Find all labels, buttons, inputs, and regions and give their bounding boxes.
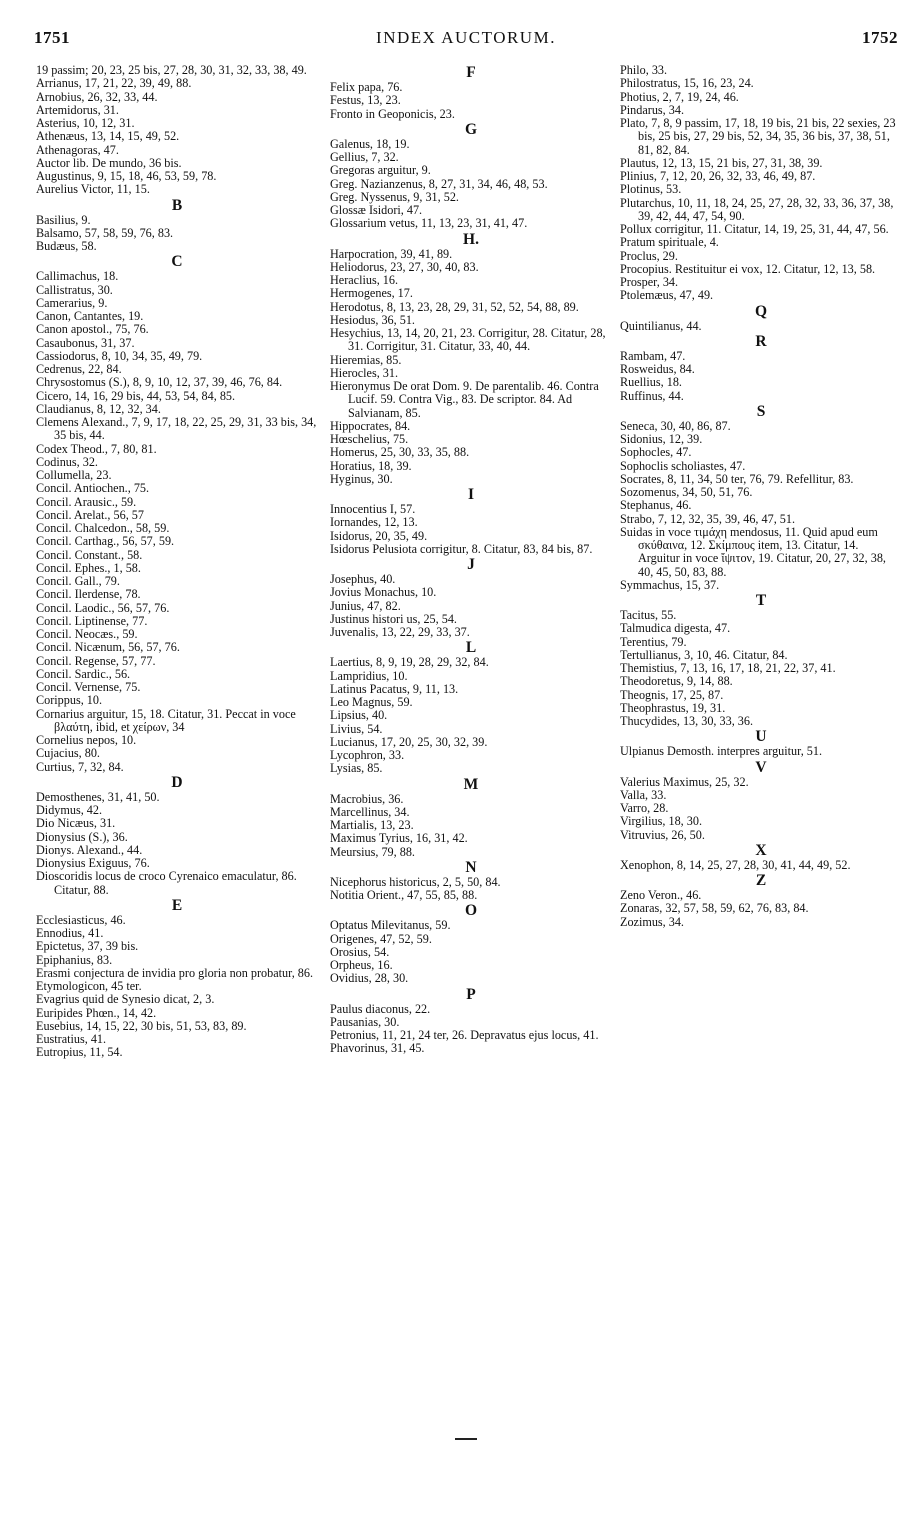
index-entry: Cassiodorus, 8, 10, 34, 35, 49, 79. <box>36 348 203 363</box>
index-column-2 <box>330 64 612 1056</box>
index-entry: Rambam, 47. <box>620 348 686 363</box>
index-entry: Sozomenus, 34, 50, 51, 76. <box>620 485 753 499</box>
index-entry: Ovidius, 28, 30. <box>330 971 409 986</box>
letter-heading: S <box>756 402 766 420</box>
index-entry: Horatius, 18, 39. <box>330 458 412 473</box>
index-entry: Socrates, 8, 11, 34, 50 ter, 76, 79. Refellitur, 83. <box>620 471 854 486</box>
index-column-3 <box>620 64 902 929</box>
index-entry: Phavorinus, 31, 45. <box>330 1041 425 1056</box>
letter-heading: M <box>463 775 479 793</box>
index-entry: Macrobius, 36. <box>330 791 404 806</box>
index-entry: Greg. Nyssenus, 9, 31, 52. <box>330 189 459 204</box>
index-entry: Rosweidus, 84. <box>620 362 695 376</box>
index-entry: Epiphanius, 83. <box>36 952 113 967</box>
index-entry: Themistius, 7, 13, 16, 17, 18, 21, 22, 37, 41. <box>620 661 836 675</box>
index-entry: Martialis, 13, 23. <box>330 818 414 832</box>
index-entry: Dionysius (S.), 36. <box>36 829 128 844</box>
index-entry: Concil. Antiochen., 75. <box>36 481 150 496</box>
index-entry: Camerarius, 9. <box>36 295 108 310</box>
index-entry: Theophrastus, 19, 31. <box>620 700 726 715</box>
index-entry: Quintilianus, 44. <box>620 318 702 333</box>
index-entry: Concil. Laodic., 56, 57, 76. <box>36 600 170 615</box>
index-column-1 <box>36 64 318 1060</box>
letter-heading: G <box>464 120 478 138</box>
index-entry: Notitia Orient., 47, 55, 85, 88. <box>330 888 478 902</box>
index-entry: Proclus, 29. <box>620 248 678 263</box>
index-entry: Thucydides, 13, 30, 33, 36. <box>620 714 754 728</box>
index-entry: Concil. Gall., 79. <box>36 574 120 588</box>
index-entry: Clemens Alexand., 7, 9, 17, 18, 22, 25, 29, 31, 33 bis, 34, 35 bis, 44. <box>36 415 317 443</box>
index-entry: Artemidorus, 31. <box>36 102 119 117</box>
index-entry: Corippus, 10. <box>36 693 103 708</box>
index-entry: Concil. Ilerdense, 78. <box>36 587 141 602</box>
index-entry: Dioscoridis locus de croco Cyrenaico emaculatur, 86. Citatur, 88. <box>36 869 297 897</box>
page-header <box>34 28 898 50</box>
index-entry: Auctor lib. De mundo, 36 bis. <box>36 155 182 170</box>
index-entry: Ulpianus Demosth. interpres arguitur, 51. <box>620 744 823 759</box>
index-entry: Greg. Nazianzenus, 8, 27, 31, 34, 46, 48, 53. <box>330 176 548 191</box>
index-entry: Didymus, 42. <box>36 803 103 817</box>
index-entry: Jovius Monachus, 10. <box>330 585 437 600</box>
index-entry: Concil. Vernense, 75. <box>36 680 141 694</box>
index-entry: Gellius, 7, 32. <box>330 150 399 164</box>
index-entry: Demosthenes, 31, 41, 50. <box>36 789 160 804</box>
index-entry: Cedrenus, 22, 84. <box>36 362 122 376</box>
index-entry: Terentius, 79. <box>620 634 687 649</box>
index-entry: Zeno Veron., 46. <box>620 888 702 902</box>
index-entry: Concil. Liptinense, 77. <box>36 613 148 628</box>
index-entry: Josephus, 40. <box>330 572 396 586</box>
letter-heading: L <box>465 639 477 657</box>
index-entry: Chrysostomus (S.), 8, 9, 10, 12, 37, 39, 46, 76, 84. <box>36 375 283 390</box>
index-entry: Concil. Arelat., 56, 57 <box>36 507 144 522</box>
index-entry: Photius, 2, 7, 19, 24, 46. <box>620 89 739 104</box>
index-entry: Herodotus, 8, 13, 23, 28, 29, 31, 52, 52, 54, 88, 89. <box>330 299 579 314</box>
index-entry: Eutropius, 11, 54. <box>36 1045 123 1060</box>
letter-heading: X <box>755 841 767 859</box>
index-entry: Junius, 47, 82. <box>330 598 401 613</box>
index-entry: Ecclesiasticus, 46. <box>36 912 126 927</box>
index-entry: Ennodius, 41. <box>36 926 104 940</box>
index-entry: Varro, 28. <box>620 801 669 815</box>
index-entry: Isidorus Pelusiota corrigitur, 8. Citatur, 83, 84 bis, 87. <box>330 541 593 556</box>
index-entry: Pollux corrigitur, 11. Citatur, 14, 19, 25, 31, 44, 47, 56. <box>620 222 889 236</box>
index-entry: Orosius, 54. <box>330 944 390 959</box>
letter-heading: H. <box>463 230 479 248</box>
index-entry: Tertullianus, 3, 10, 46. Citatur, 84. <box>620 647 788 662</box>
index-entry: Suidas in voce τιμάχη mendosus, 11. Quid apud eum σκύθαινα, 12. Σκίμπους item, 13. Citatur, 14. Arguitur in voce ἴψιτον, 19. Citatur, 20, 27, 32, 38, 40, 45, 50, 83, 88. <box>620 524 886 579</box>
index-entry: Plotinus, 53. <box>620 182 682 197</box>
index-entry: Concil. Carthag., 56, 57, 59. <box>36 534 175 549</box>
index-entry: Fronto in Geoponicis, 23. <box>330 106 455 121</box>
index-entry: Budæus, 58. <box>36 239 97 253</box>
index-entry: Codinus, 32. <box>36 454 98 469</box>
index-entry: Concil. Neocæs., 59. <box>36 627 138 641</box>
index-entry: Lysias, 85. <box>330 761 383 776</box>
letter-heading: P <box>466 985 476 1003</box>
index-entry: Cujacius, 80. <box>36 746 100 761</box>
letter-heading: E <box>171 896 183 914</box>
index-entry: Lucianus, 17, 20, 25, 30, 32, 39. <box>330 734 488 749</box>
index-entry: Theodoretus, 9, 14, 88. <box>620 674 733 689</box>
index-entry: Heliodorus, 23, 27, 30, 40, 83. <box>330 259 479 274</box>
index-entry: Epictetus, 37, 39 bis. <box>36 939 139 954</box>
index-entry: Plato, 7, 8, 9 passim, 17, 18, 19 bis, 21 bis, 22 sexies, 23 bis, 25 bis, 27, 29 bis, 52, 34, 35, 36 bis, 37, 38, 51, 81, 82, 84. <box>620 116 896 157</box>
index-entry: Marcellinus, 34. <box>330 804 410 819</box>
letter-heading: V <box>755 758 767 776</box>
index-entry: Asterius, 10, 12, 31. <box>36 116 135 130</box>
index-entry: Pausanias, 30. <box>330 1014 400 1029</box>
index-entry: Ruffinus, 44. <box>620 388 684 403</box>
running-title: INDEX AUCTORUM. <box>376 28 556 47</box>
index-entry: Innocentius I, 57. <box>330 502 416 516</box>
index-entry: Cicero, 14, 16, 29 bis, 44, 53, 54, 84, 85. <box>36 388 236 403</box>
index-entry: Sophocles, 47. <box>620 445 692 460</box>
index-entry: Xenophon, 8, 14, 25, 27, 28, 30, 41, 44, 49, 52. <box>620 857 851 872</box>
index-entry: Basilius, 9. <box>36 212 91 227</box>
letter-heading: C <box>171 253 183 271</box>
letter-heading: U <box>755 728 767 746</box>
index-entry: Hesiodus, 36, 51. <box>330 312 415 327</box>
index-entry: Valla, 33. <box>620 787 667 802</box>
letter-heading: D <box>171 773 183 791</box>
index-entry: Augustinus, 9, 15, 18, 46, 53, 59, 78. <box>36 169 217 183</box>
index-entry: Laertius, 8, 9, 19, 28, 29, 32, 84. <box>330 655 489 670</box>
index-entry: Hippocrates, 84. <box>330 418 411 433</box>
index-entry: Erasmi conjectura de invidia pro gloria non probatur, 86. <box>36 965 314 980</box>
index-entry: Petronius, 11, 21, 24 ter, 26. Depravatus ejus locus, 41. <box>330 1028 599 1042</box>
index-entry: Casaubonus, 31, 37. <box>36 335 135 350</box>
index-entry: Heraclius, 16. <box>330 273 399 287</box>
index-entry: Zonaras, 32, 57, 58, 59, 62, 76, 83, 84. <box>620 901 809 916</box>
index-entry: Felix papa, 76. <box>330 80 403 94</box>
index-entry: Canon, Cantantes, 19. <box>36 309 144 323</box>
index-entry: Concil. Constant., 58. <box>36 547 143 562</box>
index-entry: Philo, 33. <box>620 63 668 77</box>
index-entry: Livius, 54. <box>330 721 383 736</box>
index-entry: Philostratus, 15, 16, 23, 24. <box>620 76 754 91</box>
index-entry: Gregoras arguitur, 9. <box>330 163 431 178</box>
index-entry: Meursius, 79, 88. <box>330 844 415 859</box>
letter-heading: B <box>171 196 183 214</box>
index-entry: Callistratus, 30. <box>36 282 113 297</box>
index-entry: Hyginus, 30. <box>330 471 393 486</box>
index-entry: Dio Nicæus, 31. <box>36 816 116 831</box>
letter-heading: J <box>467 556 475 573</box>
index-entry: Iornandes, 12, 13. <box>330 515 418 530</box>
index-entry: Strabo, 7, 12, 32, 35, 39, 46, 47, 51. <box>620 511 796 526</box>
index-entry: Arnobius, 26, 32, 33, 44. <box>36 89 158 104</box>
index-entry: Hieronymus De orat Dom. 9. De parentalib. 46. Contra Lucif. 59. Contra Vig., 83. De scriptor. 84. Ad Salvianam, 85. <box>330 379 599 420</box>
index-entry: Canon apostol., 75, 76. <box>36 322 149 337</box>
index-entry: Lycophron, 33. <box>330 748 405 762</box>
index-entry: Plautus, 12, 13, 15, 21 bis, 27, 31, 38, 39. <box>620 155 823 170</box>
index-entry: Arrianus, 17, 21, 22, 39, 49, 88. <box>36 76 192 91</box>
index-entry: 19 passim; 20, 23, 25 bis, 27, 28, 30, 31, 32, 33, 38, 49. <box>36 63 307 77</box>
index-entry: Plutarchus, 10, 11, 18, 24, 25, 27, 28, 32, 33, 36, 37, 38, 39, 42, 44, 47, 54, 90. <box>620 195 894 223</box>
index-entry: Concil. Arausic., 59. <box>36 494 137 509</box>
index-entry: Hierocles, 31. <box>330 365 399 380</box>
letter-heading: O <box>464 902 478 920</box>
index-entry: Concil. Regense, 57, 77. <box>36 653 156 668</box>
index-entry: Galenus, 18, 19. <box>330 136 410 151</box>
index-entry: Callimachus, 18. <box>36 269 119 284</box>
index-entry: Juvenalis, 13, 22, 29, 33, 37. <box>330 625 470 639</box>
letter-heading: F <box>466 64 476 81</box>
index-entry: Pratum spirituale, 4. <box>620 235 719 250</box>
index-entry: Stephanus, 46. <box>620 498 692 513</box>
index-entry: Valerius Maximus, 25, 32. <box>620 774 749 789</box>
index-entry: Procopius. Restituitur ei vox, 12. Citatur, 12, 13, 58. <box>620 261 876 276</box>
index-entry: Hœschelius, 75. <box>330 432 409 446</box>
footer-rule <box>455 1438 477 1440</box>
index-entry: Cornelius nepos, 10. <box>36 733 137 747</box>
index-entry: Codex Theod., 7, 80, 81. <box>36 441 157 456</box>
letter-heading: R <box>755 332 767 350</box>
index-entry: Concil. Ephes., 1, 58. <box>36 560 141 575</box>
index-entry: Concil. Chalcedon., 58, 59. <box>36 521 170 535</box>
index-entry: Justinus histori us, 25, 54. <box>330 611 457 626</box>
index-entry: Homerus, 25, 30, 33, 35, 88. <box>330 445 470 460</box>
index-entry: Symmachus, 15, 37. <box>620 577 720 592</box>
index-entry: Harpocration, 39, 41, 89. <box>330 246 453 261</box>
index-entry: Claudianus, 8, 12, 32, 34. <box>36 401 161 416</box>
index-entry: Theognis, 17, 25, 87. <box>620 687 724 702</box>
index-entry: Collumella, 23. <box>36 468 112 482</box>
index-entry: Eusebius, 14, 15, 22, 30 bis, 51, 53, 83, 89. <box>36 1018 247 1033</box>
index-entry: Origenes, 47, 52, 59. <box>330 931 432 946</box>
index-entry: Ptolemæus, 47, 49. <box>620 288 714 303</box>
index-entry: Hermogenes, 17. <box>330 286 413 301</box>
index-entry: Latinus Pacatus, 9, 11, 13. <box>330 681 459 696</box>
index-entry: Optatus Milevitanus, 59. <box>330 918 451 933</box>
index-entry: Euripides Phœn., 14, 42. <box>36 1005 157 1020</box>
index-entry: Lipsius, 40. <box>330 708 388 723</box>
index-entry: Glossarium vetus, 11, 13, 23, 31, 41, 47. <box>330 216 528 231</box>
index-entry: Hieremias, 85. <box>330 352 402 367</box>
index-entry: Dionysius Exiguus, 76. <box>36 856 150 870</box>
index-entry: Sidonius, 12, 39. <box>620 432 703 446</box>
index-entry: Glossæ Isidori, 47. <box>330 203 423 217</box>
letter-heading: Z <box>755 872 767 889</box>
index-entry: Athenæus, 13, 14, 15, 49, 52. <box>36 129 180 144</box>
index-entry: Curtius, 7, 32, 84. <box>36 759 124 774</box>
index-entry: Virgilius, 18, 30. <box>620 814 702 829</box>
index-entry: Hesychius, 13, 14, 20, 21, 23. Corrigitur, 28. Citatur, 28, 31. Corrigitur, 31. Citatur, 33, 40, 44. <box>330 326 606 354</box>
index-entry: Leo Magnus, 59. <box>330 695 413 709</box>
index-entry: Concil. Sardic., 56. <box>36 666 131 681</box>
index-entry: Evagrius quid de Synesio dicat, 2, 3. <box>36 992 215 1007</box>
index-entry: Athenagoras, 47. <box>36 142 119 157</box>
index-entry: Festus, 13, 23. <box>330 93 401 108</box>
index-entry: Concil. Nicænum, 56, 57, 76. <box>36 640 180 655</box>
index-entry: Dionys. Alexand., 44. <box>36 842 143 857</box>
index-entry: Aurelius Victor, 11, 15. <box>36 182 150 197</box>
index-entry: Tacitus, 55. <box>620 608 677 622</box>
index-entry: Paulus diaconus, 22. <box>330 1001 431 1016</box>
index-entry: Sophoclis scholiastes, 47. <box>620 458 746 473</box>
index-entry: Seneca, 30, 40, 86, 87. <box>620 418 731 433</box>
right-page-number: 1752 <box>862 28 898 47</box>
index-entry: Isidorus, 20, 35, 49. <box>330 528 428 543</box>
letter-heading: N <box>465 858 477 876</box>
index-entry: Prosper, 34. <box>620 275 679 289</box>
index-entry: Maximus Tyrius, 16, 31, 42. <box>330 831 468 846</box>
index-entry: Zozimus, 34. <box>620 914 684 929</box>
left-page-number: 1751 <box>34 28 70 47</box>
index-entry: Plinius, 7, 12, 20, 26, 32, 33, 46, 49, 87. <box>620 169 816 183</box>
letter-heading: I <box>467 486 475 503</box>
index-entry: Orpheus, 16. <box>330 958 393 972</box>
index-entry: Talmudica digesta, 47. <box>620 621 731 636</box>
letter-heading: T <box>755 592 767 609</box>
index-entry: Eustratius, 41. <box>36 1032 107 1046</box>
index-entry: Ruellius, 18. <box>620 375 682 390</box>
index-entry: Cornarius arguitur, 15, 18. Citatur, 31. Peccat in voce βλαύτη, ibid, et χείρων, 34 <box>36 706 296 734</box>
index-entry: Balsamo, 57, 58, 59, 76, 83. <box>36 225 174 240</box>
index-entry: Etymologicon, 45 ter. <box>36 979 142 993</box>
index-entry: Lampridius, 10. <box>330 668 408 683</box>
letter-heading: Q <box>754 302 768 320</box>
index-entry: Nicephorus historicus, 2, 5, 50, 84. <box>330 874 501 889</box>
index-entry: Vitruvius, 26, 50. <box>620 827 705 842</box>
index-entry: Pindarus, 34. <box>620 102 684 117</box>
